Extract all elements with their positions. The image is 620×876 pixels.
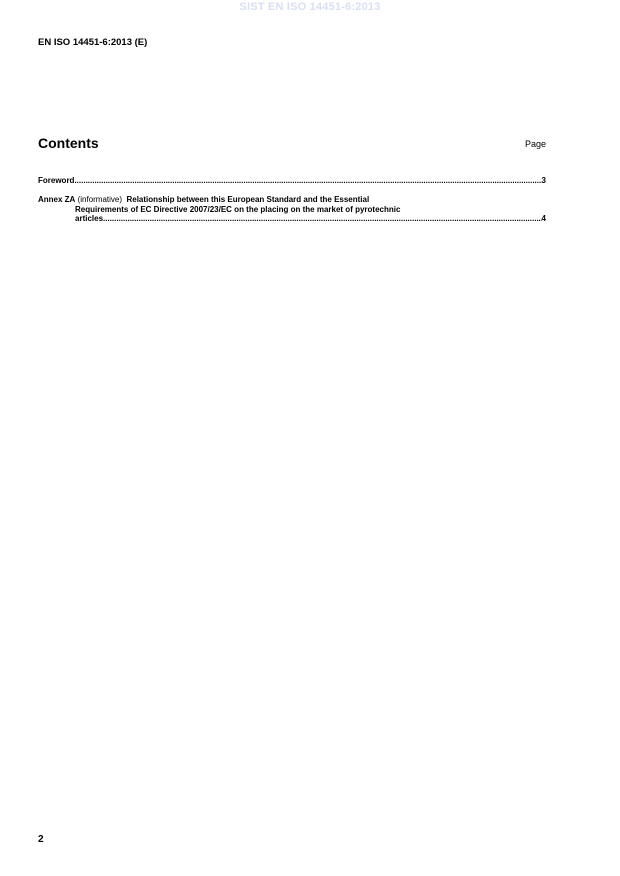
annex-title-line-3: articles bbox=[75, 214, 104, 223]
annex-type: (informative) bbox=[77, 195, 123, 204]
toc-entry-annex-za[interactable] bbox=[38, 195, 546, 224]
annex-id: Annex ZA bbox=[38, 195, 76, 204]
contents-title: Contents bbox=[38, 135, 99, 151]
toc-entry-foreword[interactable] bbox=[38, 176, 546, 186]
watermark: SIST EN ISO 14451-6:2013 bbox=[239, 1, 381, 13]
toc-leader-dots bbox=[103, 214, 542, 224]
page-column-label: Page bbox=[524, 139, 546, 149]
toc-leader-dots bbox=[74, 176, 541, 186]
page-number: 2 bbox=[38, 834, 44, 845]
document-id-header: EN ISO 14451-6:2013 (E) bbox=[38, 37, 148, 48]
annex-title-line-2: Requirements of EC Directive 2007/23/EC on the placing on the market of pyrotechnic bbox=[75, 204, 401, 214]
annex-title-line-1: Relationship between this European Standard and the Essential bbox=[126, 195, 370, 204]
toc-entry-label: Foreword bbox=[38, 176, 75, 185]
toc-entry-page: 3 bbox=[541, 176, 546, 185]
toc-entry-page: 4 bbox=[541, 214, 546, 223]
